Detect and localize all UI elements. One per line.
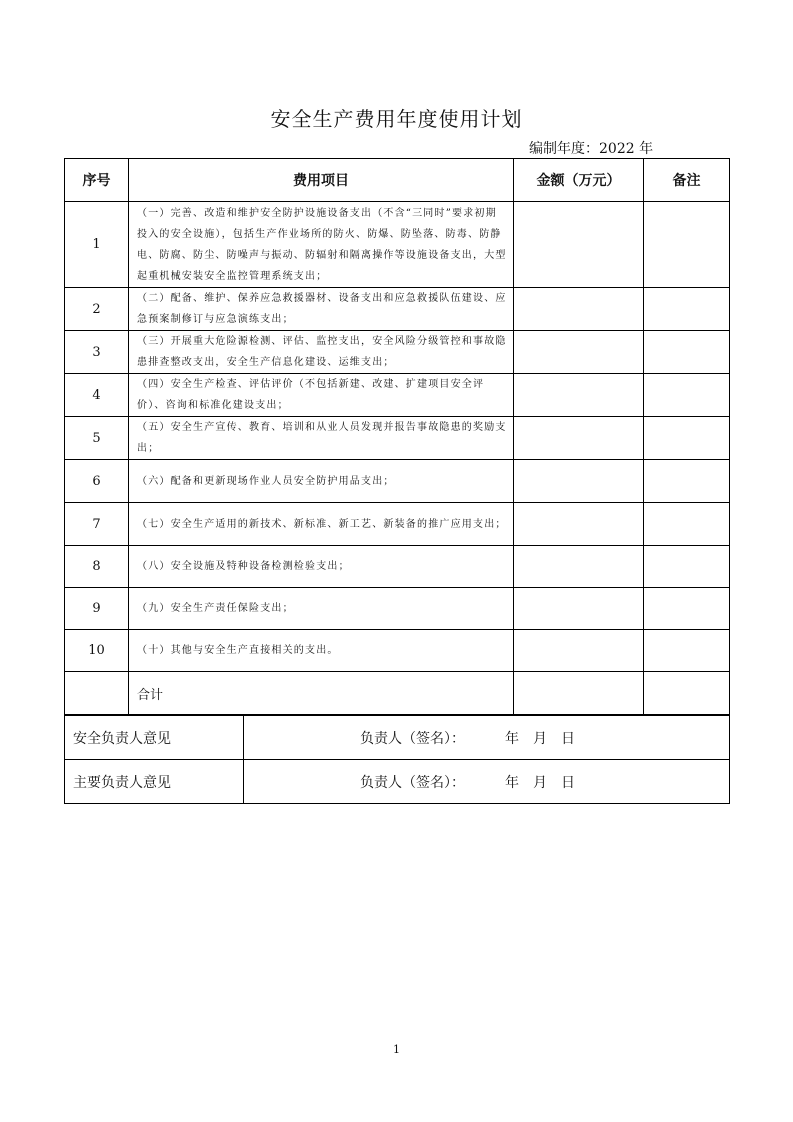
row-amount-cell[interactable] <box>514 503 644 546</box>
row-remark-cell[interactable] <box>644 331 730 374</box>
total-amount-cell[interactable] <box>514 672 644 715</box>
row-item: （九）安全生产责任保险支出； <box>129 588 514 630</box>
table-row <box>65 288 730 331</box>
table-row <box>65 630 730 672</box>
row-index: 5 <box>65 417 129 460</box>
table-row <box>65 374 730 417</box>
row-index: 8 <box>65 546 129 588</box>
safety-lead-signature-field[interactable] <box>244 716 730 760</box>
row-item: （六）配备和更新现场作业人员安全防护用品支出； <box>129 460 514 503</box>
compile-year: 编制年度：2022 年 <box>529 141 654 157</box>
row-amount-cell[interactable] <box>514 288 644 331</box>
row-amount-cell[interactable] <box>514 331 644 374</box>
total-row <box>65 672 730 715</box>
header-remark: 备注 <box>644 159 730 202</box>
page-number: 1 <box>393 1043 400 1056</box>
row-remark-cell[interactable] <box>644 202 730 288</box>
row-remark-cell[interactable] <box>644 288 730 331</box>
row-item: （七）安全生产适用的新技术、新标准、新工艺、新装备的推广应用支出； <box>129 503 514 546</box>
row-item: （一）完善、改造和维护安全防护设施设备支出（不含“三同时”要求初期投入的安全设施），包括生产作业场所的防火、防爆、防坠落、防毒、防静电、防腐、防尘、防噪声与振动、防辐射和隔离操作等设施设备支出，大型起重机械安装安全监控管理系统支出； <box>129 202 514 288</box>
table-row <box>65 460 730 503</box>
principal-lead-opinion-label: 主要负责人意见 <box>65 760 244 804</box>
row-index: 2 <box>65 288 129 331</box>
total-index <box>65 672 129 715</box>
header-amount: 金额（万元） <box>514 159 644 202</box>
row-item: （二）配备、维护、保养应急救援器材、设备支出和应急救援队伍建设、应急预案制修订与应急演练支出； <box>129 288 514 331</box>
row-index: 3 <box>65 331 129 374</box>
row-amount-cell[interactable] <box>514 588 644 630</box>
row-amount-cell[interactable] <box>514 630 644 672</box>
row-index: 1 <box>65 202 129 288</box>
row-index: 10 <box>65 630 129 672</box>
table-row <box>65 546 730 588</box>
row-item: （八）安全设施及特种设备检测检验支出； <box>129 546 514 588</box>
row-amount-cell[interactable] <box>514 417 644 460</box>
table-row <box>65 417 730 460</box>
expense-plan-table <box>64 158 730 715</box>
table-row <box>65 202 730 288</box>
row-item: （十）其他与安全生产直接相关的支出。 <box>129 630 514 672</box>
header-index: 序号 <box>65 159 129 202</box>
date-label: 年 月 日 <box>505 730 575 747</box>
row-item: （三）开展重大危险源检测、评估、监控支出，安全风险分级管控和事故隐患排查整改支出，安全生产信息化建设、运维支出； <box>129 331 514 374</box>
signature-row-safety <box>65 716 730 760</box>
row-index: 6 <box>65 460 129 503</box>
date-label: 年 月 日 <box>505 774 575 791</box>
row-amount-cell[interactable] <box>514 546 644 588</box>
table-row <box>65 588 730 630</box>
row-index: 9 <box>65 588 129 630</box>
row-amount-cell[interactable] <box>514 374 644 417</box>
row-remark-cell[interactable] <box>644 630 730 672</box>
row-item: （五）安全生产宣传、教育、培训和从业人员发现并报告事故隐患的奖励支出； <box>129 417 514 460</box>
header-item: 费用项目 <box>129 159 514 202</box>
row-amount-cell[interactable] <box>514 202 644 288</box>
document-title: 安全生产费用年度使用计划 <box>270 107 523 131</box>
row-remark-cell[interactable] <box>644 374 730 417</box>
row-remark-cell[interactable] <box>644 503 730 546</box>
row-remark-cell[interactable] <box>644 588 730 630</box>
signature-row-principal <box>65 760 730 804</box>
signer-label: 负责人（签名）： <box>360 774 465 791</box>
signature-table <box>64 715 730 804</box>
row-item: （四）安全生产检查、评估评价（不包括新建、改建、扩建项目安全评价）、咨询和标准化建设支出； <box>129 374 514 417</box>
row-remark-cell[interactable] <box>644 417 730 460</box>
row-index: 7 <box>65 503 129 546</box>
total-remark-cell[interactable] <box>644 672 730 715</box>
safety-lead-opinion-label: 安全负责人意见 <box>65 716 244 760</box>
table-header-row <box>65 159 730 202</box>
table-row <box>65 503 730 546</box>
total-label: 合计 <box>129 672 514 715</box>
row-index: 4 <box>65 374 129 417</box>
row-remark-cell[interactable] <box>644 546 730 588</box>
row-amount-cell[interactable] <box>514 460 644 503</box>
row-remark-cell[interactable] <box>644 460 730 503</box>
table-row <box>65 331 730 374</box>
principal-lead-signature-field[interactable] <box>244 760 730 804</box>
signer-label: 负责人（签名）： <box>360 730 465 747</box>
